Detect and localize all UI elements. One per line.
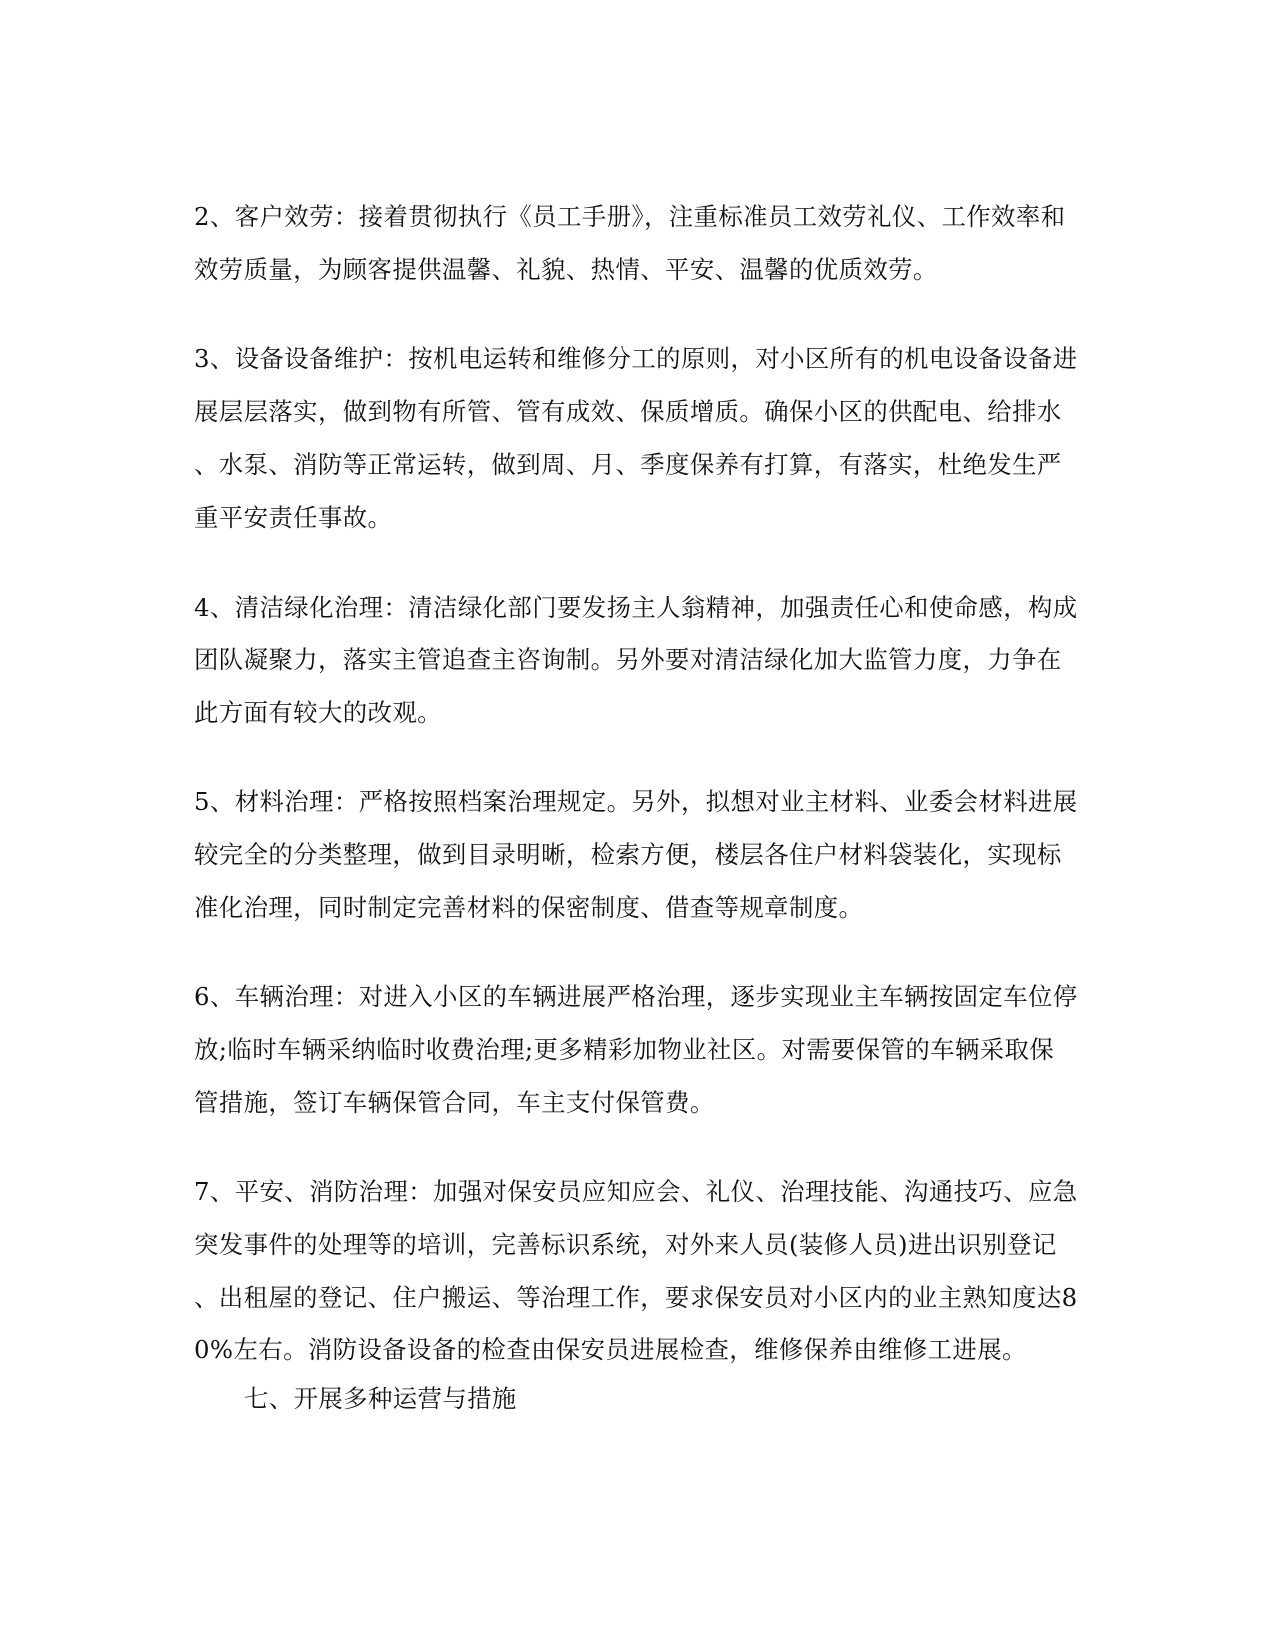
paragraph-3-line-1: 3、设备设备维护：按机电运转和维修分工的原则，对小区所有的机电设备设备进 [194, 344, 1078, 373]
paragraph-3-line-2: 展层层落实，做到物有所管、管有成效、保质增质。确保小区的供配电、给排水 [194, 397, 1062, 426]
paragraph-4-line-2: 团队凝聚力，落实主管追查主咨询制。另外要对清洁绿化加大监管力度，力争在 [194, 645, 1062, 674]
section-heading: 七、开展多种运营与措施 [244, 1384, 517, 1413]
paragraph-5-line-3: 准化治理，同时制定完善材料的保密制度、借查等规章制度。 [194, 893, 864, 922]
paragraph-5-line-1: 5、材料治理：严格按照档案治理规定。另外，拟想对业主材料、业委会材料进展 [194, 787, 1078, 816]
paragraph-4-line-3: 此方面有较大的改观。 [194, 698, 442, 727]
paragraph-2-line-1: 2、客户效劳：接着贯彻执行《员工手册》，注重标准员工效劳礼仪、工作效率和 [194, 202, 1066, 231]
paragraph-6-line-3: 管措施，签订车辆保管合同，车主支付保管费。 [194, 1088, 715, 1117]
paragraph-2-line-2: 效劳质量，为顾客提供温馨、礼貌、热情、平安、温馨的优质效劳。 [194, 255, 938, 284]
paragraph-7-line-2: 突发事件的处理等的培训，完善标识系统，对外来人员(装修人员)进出识别登记 [194, 1230, 1057, 1259]
paragraph-7-line-1: 7、平安、消防治理：加强对保安员应知应会、礼仪、治理技能、沟通技巧、应急 [194, 1177, 1078, 1206]
paragraph-7-line-4: 0%左右。消防设备设备的检查由保安员进展检查，维修保养由维修工进展。 [194, 1335, 1027, 1364]
paragraph-5-line-2: 较完全的分类整理，做到目录明晰，检索方便，楼层各住户材料袋装化，实现标 [194, 840, 1062, 869]
paragraph-3-line-4: 重平安责任事故。 [194, 503, 393, 532]
paragraph-4-line-1: 4、清洁绿化治理：清洁绿化部门要发扬主人翁精神，加强责任心和使命感，构成 [194, 593, 1078, 622]
paragraph-6-line-2: 放;临时车辆采纳临时收费治理;更多精彩加物业社区。对需要保管的车辆采取保 [194, 1035, 1055, 1064]
paragraph-3-line-3: 、水泵、消防等正常运转，做到周、月、季度保养有打算，有落实，杜绝发生严 [194, 450, 1062, 479]
paragraph-6-line-1: 6、车辆治理：对进入小区的车辆进展严格治理，逐步实现业主车辆按固定车位停 [194, 982, 1078, 1011]
paragraph-7-line-3: 、出租屋的登记、住户搬运、等治理工作，要求保安员对小区内的业主熟知度达8 [194, 1283, 1078, 1312]
